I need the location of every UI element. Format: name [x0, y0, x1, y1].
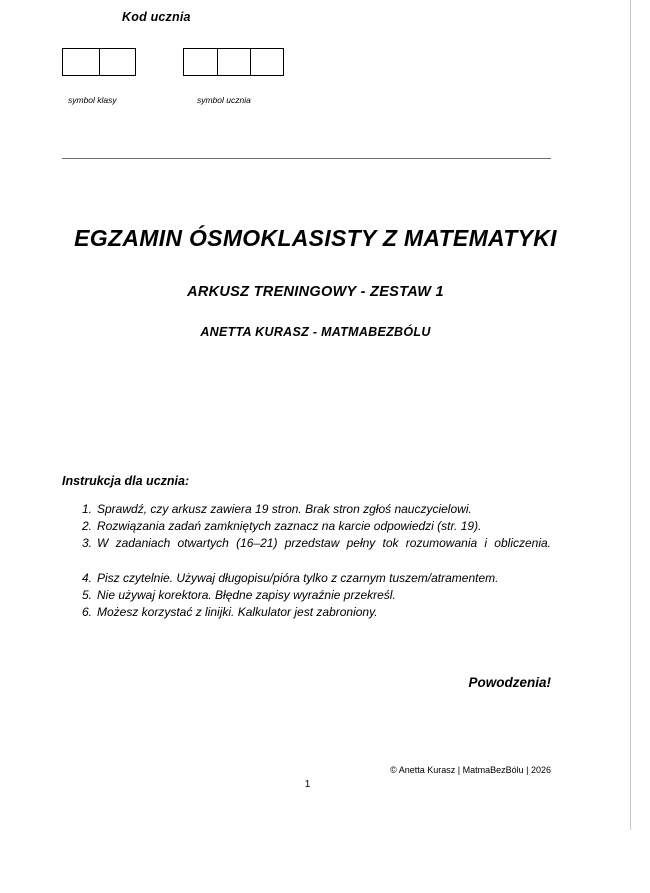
instructions-heading: Instrukcja dla ucznia: — [62, 474, 190, 488]
sheet-subtitle: ARKUSZ TRENINGOWY - ZESTAW 1 — [187, 284, 444, 300]
instruction-number: 5. — [82, 588, 93, 603]
instruction-number: 6. — [82, 605, 93, 620]
closing-wish: Powodzenia! — [468, 675, 551, 690]
instruction-item — [62, 604, 551, 621]
code-header-title: Kod ucznia — [122, 10, 191, 24]
instruction-item — [62, 570, 551, 587]
instruction-item — [62, 518, 551, 535]
class-code-box-group[interactable] — [62, 48, 136, 76]
instruction-text: Możesz korzystać z linijki. Kalkulator jest zabroniony. — [97, 605, 378, 620]
instruction-item — [62, 535, 551, 569]
exam-title: EGZAMIN ÓSMOKLASISTY Z MATEMATYKI — [74, 225, 557, 251]
student-code-caption: symbol ucznia — [197, 95, 251, 105]
page-number: 1 — [304, 779, 311, 790]
student-code-cell[interactable] — [217, 48, 251, 76]
instruction-item — [62, 587, 551, 604]
instruction-number: 4. — [82, 570, 93, 585]
student-code-cell[interactable] — [250, 48, 284, 76]
instruction-number: 2. — [82, 519, 93, 534]
author-line: ANETTA KURASZ - MATMABEZBÓLU — [200, 325, 431, 339]
instructions-section — [62, 474, 551, 621]
class-code-cell[interactable] — [99, 48, 136, 76]
copyright-notice: © Anetta Kurasz | MatmaBezBólu | 2026 — [390, 765, 551, 775]
instruction-number: 3. — [82, 536, 93, 551]
student-code-cell[interactable] — [183, 48, 217, 76]
instruction-text: W zadaniach otwartych (16–21) przedstaw pełny tok rozumowania i obliczenia. — [97, 536, 551, 551]
instructions-list — [62, 501, 551, 621]
instruction-number: 1. — [82, 502, 93, 516]
instruction-text: Pisz czytelnie. Używaj długopisu/pióra tylko z czarnym tuszem/atramentem. — [97, 570, 499, 585]
instruction-text: Nie używaj korektora. Błędne zapisy wyraźnie przekreśl. — [97, 588, 396, 603]
instruction-text: Rozwiązania zadań zamkniętych zaznacz na karcie odpowiedzi (str. 19). — [97, 519, 482, 534]
header-divider — [62, 158, 551, 159]
class-code-cell[interactable] — [62, 48, 99, 76]
student-code-box-group[interactable] — [183, 48, 284, 76]
instruction-text: Sprawdź, czy arkusz zawiera 19 stron. Brak stron zgłoś nauczycielowi. — [97, 502, 472, 516]
instruction-item — [62, 501, 551, 518]
class-code-caption: symbol klasy — [68, 95, 117, 105]
